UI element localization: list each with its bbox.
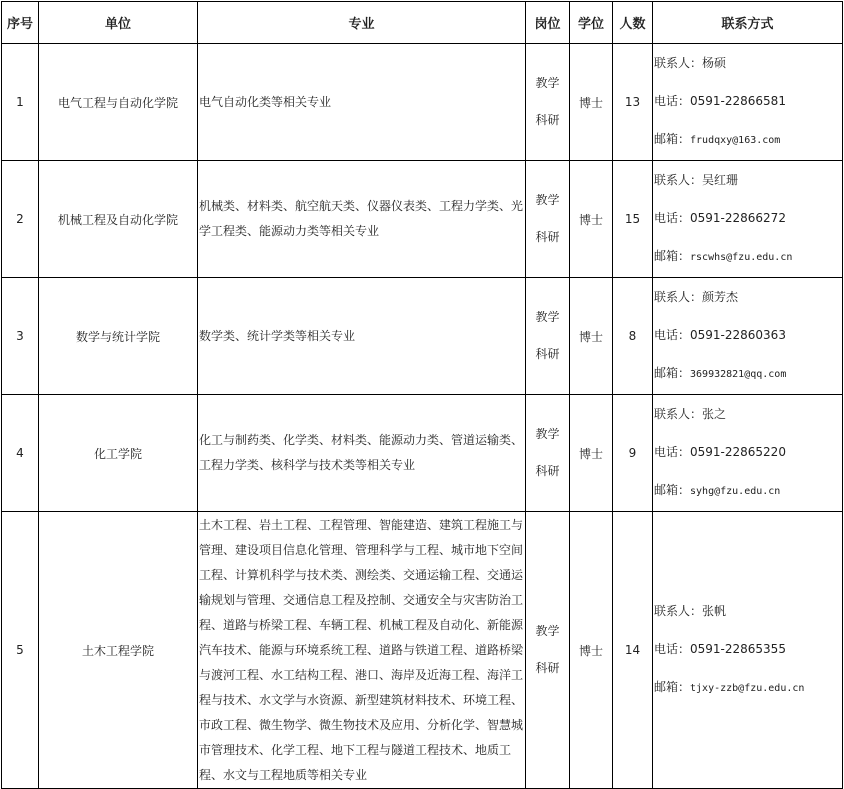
post-line: 科研 — [535, 113, 560, 127]
post-cell — [526, 395, 570, 512]
post-line: 科研 — [535, 661, 560, 675]
header-seq: 序号 — [2, 2, 39, 44]
contact-email: tjxy-zzb@fzu.edu.cn — [690, 683, 805, 694]
contact-email: frudqxy@163.com — [690, 135, 781, 146]
unit-cell: 化工学院 — [39, 395, 198, 512]
table-row — [2, 278, 843, 395]
post-cell — [526, 161, 570, 278]
post-cell — [526, 278, 570, 395]
contact-email-line — [654, 668, 842, 708]
contact-cell — [653, 278, 843, 395]
contact-email-label: 邮箱： — [654, 132, 691, 146]
seq-cell: 5 — [2, 512, 39, 789]
header-contact: 联系方式 — [653, 2, 843, 44]
contact-phone: 电话：0591-22860363 — [654, 328, 786, 342]
count-cell: 13 — [613, 44, 653, 161]
contact-person: 联系人：吴红珊 — [654, 173, 739, 187]
count-cell: 14 — [613, 512, 653, 789]
contact-person: 联系人：张之 — [654, 407, 727, 421]
contact-person: 联系人：张帆 — [654, 604, 727, 618]
seq-cell: 3 — [2, 278, 39, 395]
contact-phone: 电话：0591-22866272 — [654, 211, 786, 225]
table-row — [2, 44, 843, 161]
major-cell: 土木工程、岩土工程、工程管理、智能建造、建筑工程施工与管理、建设项目信息化管理、管理科学与工程、城市地下空间工程、计算机科学与技术类、测绘类、交通运输工程、交通运输规划与管理、交通信息工程及控制、交通安全与灾害防治工程、道路与桥梁工程、车辆工程、机械工程及自动化、新能源汽车技术、能源与环境系统工程、道路与铁道工程、道路桥梁与渡河工程、水工结构工程、港口、海岸及近海工程、海洋工程与技术、水文学与水资源、新型建筑材料技术、环境工程、市政工程、微生物学、微生物技术及应用、分析化学、智慧城市管理技术、化学工程、地下工程与隧道工程技术、地质工程、水文与工程地质等相关专业 — [198, 512, 526, 789]
degree-cell: 博士 — [570, 512, 613, 789]
table-row — [2, 395, 843, 512]
post-cell — [526, 512, 570, 789]
contact-email-label: 邮箱： — [654, 249, 691, 263]
contact-person: 联系人：颜芳杰 — [654, 290, 739, 304]
major-cell: 数学类、统计学类等相关专业 — [198, 278, 526, 395]
unit-cell: 数学与统计学院 — [39, 278, 198, 395]
contact-email: 369932821@qq.com — [690, 369, 787, 380]
recruitment-table — [1, 1, 843, 789]
contact-cell — [653, 161, 843, 278]
table-row — [2, 512, 843, 789]
seq-cell: 4 — [2, 395, 39, 512]
post-line: 教学 — [535, 193, 560, 207]
contact-email-line — [654, 120, 842, 160]
seq-cell: 2 — [2, 161, 39, 278]
major-cell: 机械类、材料类、航空航天类、仪器仪表类、工程力学类、光学工程类、能源动力类等相关专业 — [198, 161, 526, 278]
count-cell: 15 — [613, 161, 653, 278]
major-cell: 化工与制药类、化学类、材料类、能源动力类、管道运输类、工程力学类、核科学与技术类等相关专业 — [198, 395, 526, 512]
post-line: 教学 — [535, 427, 560, 441]
contact-cell — [653, 44, 843, 161]
count-cell: 8 — [613, 278, 653, 395]
header-unit: 单位 — [39, 2, 198, 44]
contact-email-line — [654, 237, 842, 277]
count-cell: 9 — [613, 395, 653, 512]
contact-email: syhg@fzu.edu.cn — [690, 486, 781, 497]
contact-email-line — [654, 471, 842, 511]
contact-email-label: 邮箱： — [654, 366, 691, 380]
post-line: 教学 — [535, 310, 560, 324]
post-line: 教学 — [535, 624, 560, 638]
header-major: 专业 — [198, 2, 526, 44]
contact-cell — [653, 512, 843, 789]
post-line: 科研 — [535, 230, 560, 244]
degree-cell: 博士 — [570, 161, 613, 278]
degree-cell: 博士 — [570, 278, 613, 395]
post-line: 科研 — [535, 464, 560, 478]
header-row — [2, 2, 843, 44]
unit-cell: 土木工程学院 — [39, 512, 198, 789]
contact-person: 联系人：杨硕 — [654, 56, 727, 70]
post-line: 教学 — [535, 76, 560, 90]
post-line: 科研 — [535, 347, 560, 361]
post-cell — [526, 44, 570, 161]
contact-email: rscwhs@fzu.edu.cn — [690, 252, 793, 263]
header-count: 人数 — [613, 2, 653, 44]
contact-phone: 电话：0591-22866581 — [654, 94, 786, 108]
contact-phone: 电话：0591-22865220 — [654, 445, 786, 459]
seq-cell: 1 — [2, 44, 39, 161]
contact-phone: 电话：0591-22865355 — [654, 642, 786, 656]
degree-cell: 博士 — [570, 44, 613, 161]
major-cell: 电气自动化类等相关专业 — [198, 44, 526, 161]
degree-cell: 博士 — [570, 395, 613, 512]
unit-cell: 电气工程与自动化学院 — [39, 44, 198, 161]
contact-cell — [653, 395, 843, 512]
unit-cell: 机械工程及自动化学院 — [39, 161, 198, 278]
contact-email-label: 邮箱： — [654, 680, 691, 694]
contact-email-label: 邮箱： — [654, 483, 691, 497]
header-post: 岗位 — [526, 2, 570, 44]
table-row — [2, 161, 843, 278]
header-degree: 学位 — [570, 2, 613, 44]
contact-email-line — [654, 354, 842, 394]
